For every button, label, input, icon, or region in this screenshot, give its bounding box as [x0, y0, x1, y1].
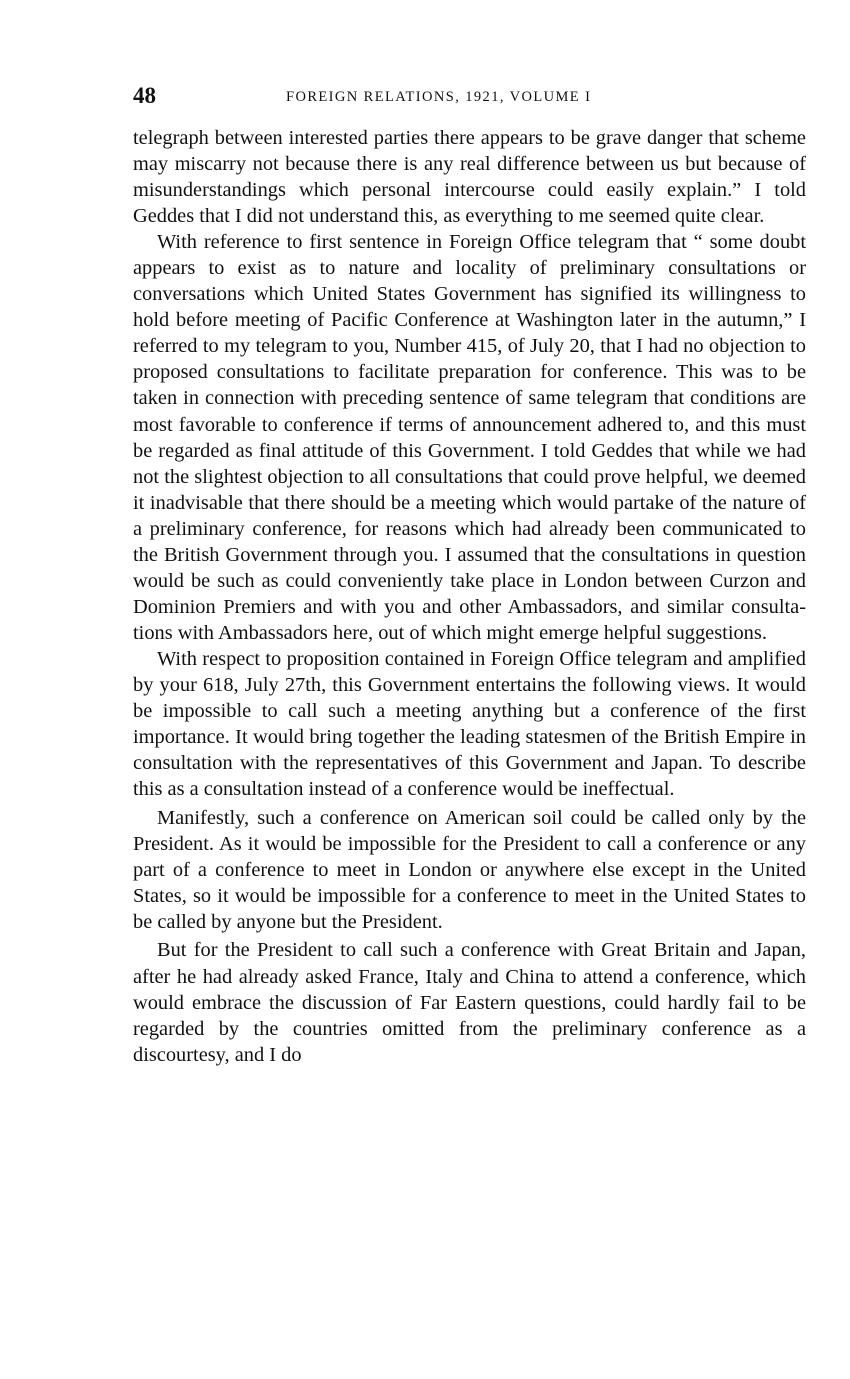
- paragraph-continued: telegraph between interested parties there appears to be grave danger that scheme may miscarry not because there is any real difference between us but because of misunderstandings which personal intercourse could easily explain.” I told Geddes that I did not understand this, as everything to me seemed quite clear.: [133, 127, 806, 228]
- running-title: FOREIGN RELATIONS, 1921, VOLUME I: [286, 89, 592, 105]
- body-text: [133, 125, 806, 1068]
- paragraph: Manifestly, such a conference on American soil could be called only by the President. As it would be impossible for the President to call a conference or any part of a conference to meet in London or anywhere else except in the United States, so it would be impossible for a conference to meet in the United States to be called by anyone but the President.: [133, 806, 806, 933]
- paragraph: With respect to proposition contained in Foreign Office telegram and amplified by your 618, July 27th, this Government entertains the following views. It would be impossible to call such a meeting anything but a conference of the first importance. It would bring together the leading statesmen of the British Empire in consultation with the representatives of this Government and Japan. To describe this as a consultation instead of a conference would be ineffectual.: [133, 647, 806, 801]
- paragraph: With reference to first sentence in Foreign Office telegram that “ some doubt appears to exist as to nature and locality of preliminary consultations or conversations which United States Government has signified its willingness to hold before meeting of Pacific Conference at Washington later in the autumn,” I referred to my telegram to you, Number 415, of July 20, that I had no objection to proposed consultations to facilitate preparation for conference. This was to be taken in connection with preceding sentence of same telegram that conditions are most favorable to conference if terms of announcement adhered to, and this must be regarded as final attitude of this Government. I told Geddes that while we had not the slightest objection to all consultations that could prove helpful, we deemed it inadvisable that there should be a meeting which would partake of the nature of a preliminary conference, for reasons which had already been communicated to the British Government through you. I assumed that the consultations in question would be such as could conveniently take place in London between Curzon and Dominion Premiers and with you and other Ambassadors, and similar consultations with Ambassadors here, out of which might emerge helpful suggestions.: [133, 231, 806, 644]
- page-number: 48: [133, 83, 156, 108]
- paragraph: But for the President to call such a conference with Great Britain and Japan, after he had already asked France, Italy and China to attend a conference, which would embrace the discussion of Far Eastern questions, could hardly fail to be regarded by the countries omitted from the preliminary conference as a discourtesy, and I do: [133, 939, 806, 1066]
- running-head: [133, 80, 806, 112]
